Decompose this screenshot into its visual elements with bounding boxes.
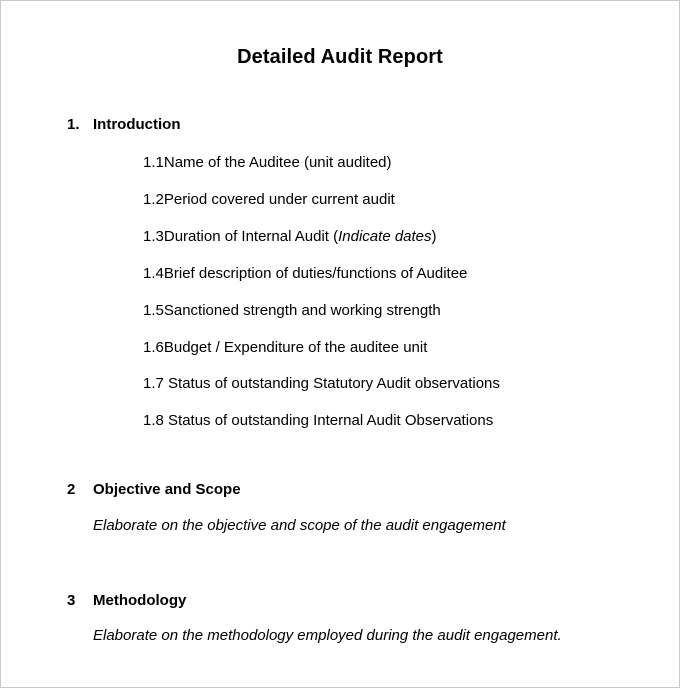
list-item-number: 1.3 <box>143 228 164 245</box>
list-item <box>143 227 437 247</box>
section-heading-objective-and-scope <box>67 480 241 500</box>
page-title: Detailed Audit Report <box>237 46 443 68</box>
section-heading-introduction <box>67 115 180 135</box>
section-number: 2 <box>67 481 76 498</box>
list-item-text: Brief description of duties/functions of Auditee <box>163 265 468 282</box>
list-item-number: 1.2 <box>143 191 164 208</box>
list-item-number: 1.4 <box>143 265 164 282</box>
section-heading-methodology <box>67 591 186 611</box>
list-item <box>143 374 500 394</box>
list-item <box>143 190 395 210</box>
list-item-text: Period covered under current audit <box>163 191 395 208</box>
list-item-text: Status of outstanding Statutory Audit observations <box>163 375 500 392</box>
section-title: Introduction <box>93 116 181 133</box>
section-title: Methodology <box>93 592 187 609</box>
list-item-text: Name of the Auditee (unit audited) <box>163 154 392 171</box>
section-body-methodology: Elaborate on the methodology employed during the audit engagement. <box>93 627 562 644</box>
list-item <box>143 301 441 321</box>
list-item-number: 1.6 <box>143 339 164 356</box>
list-item <box>143 338 427 358</box>
list-item-number: 1.1 <box>143 154 164 171</box>
section-number: 1. <box>67 116 80 133</box>
section-number: 3 <box>67 592 76 609</box>
list-item-text-suffix: ) <box>431 228 437 245</box>
list-item-number: 1.8 <box>143 412 164 429</box>
section-title: Objective and Scope <box>93 481 241 498</box>
section-body-objective-and-scope: Elaborate on the objective and scope of the audit engagement <box>93 517 506 534</box>
list-item <box>143 153 392 173</box>
list-item-text: Sanctioned strength and working strength <box>163 302 441 319</box>
list-item-text: Budget / Expenditure of the auditee unit <box>163 339 428 356</box>
list-item-text-emphasis: Indicate dates <box>338 228 432 245</box>
list-item-number: 1.7 <box>143 375 164 392</box>
list-item-text: Duration of Internal Audit ( <box>163 228 339 245</box>
list-item <box>143 264 467 284</box>
list-item-text: Status of outstanding Internal Audit Observations <box>163 412 494 429</box>
list-item-number: 1.5 <box>143 302 164 319</box>
list-item <box>143 411 493 431</box>
